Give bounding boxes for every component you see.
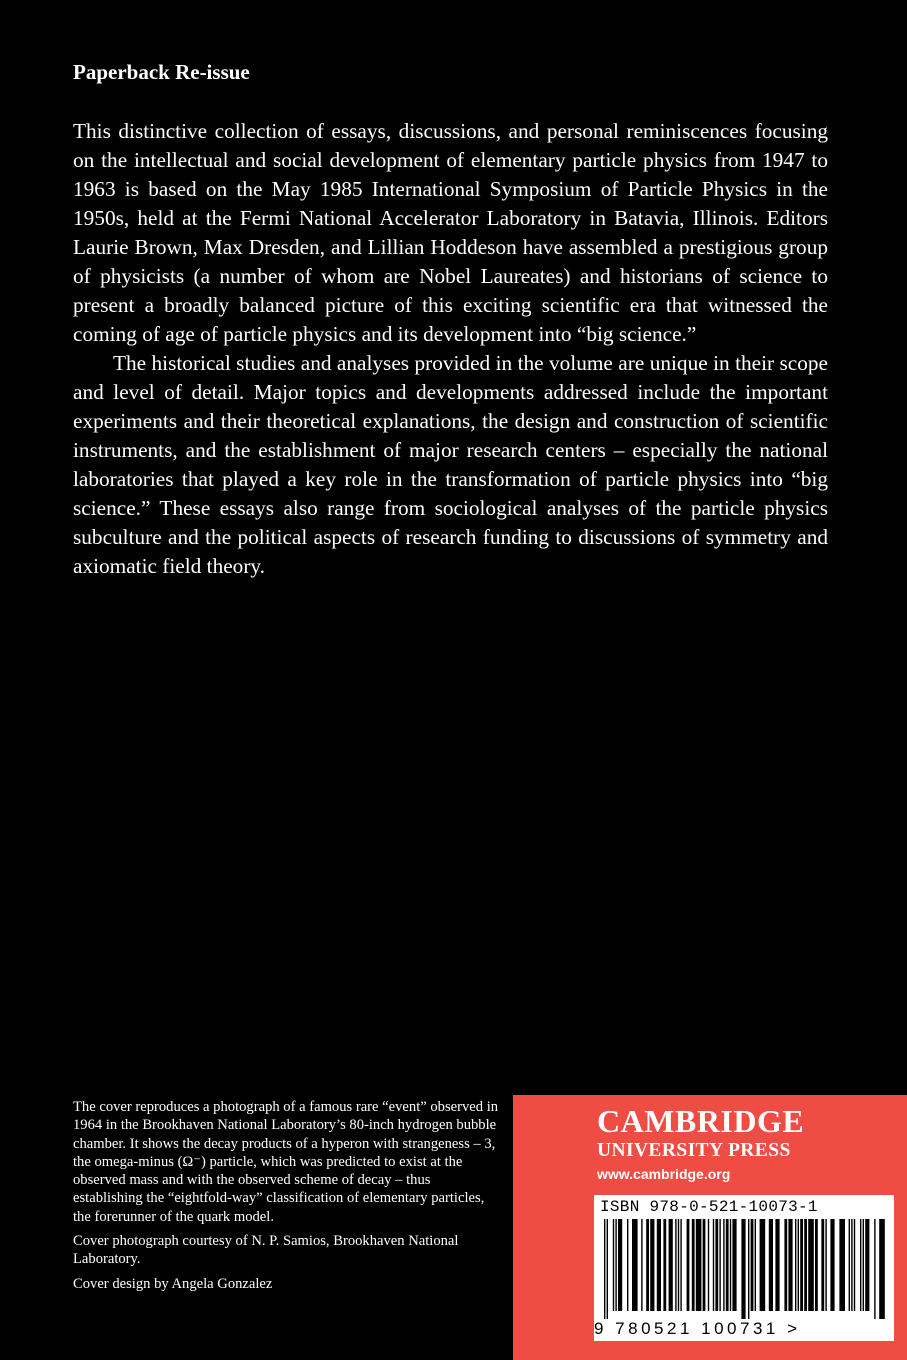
barcode-bar <box>680 1219 681 1311</box>
barcode-bar <box>839 1219 845 1311</box>
publisher-name: CAMBRIDGE <box>597 1103 805 1139</box>
barcode-bar <box>748 1219 749 1319</box>
barcode-bar <box>808 1219 814 1311</box>
barcode-bar <box>696 1219 702 1311</box>
barcode-bar <box>719 1219 720 1311</box>
barcode-bar <box>615 1219 616 1311</box>
barcode-bar <box>800 1219 803 1311</box>
barcode-bar <box>741 1219 745 1319</box>
barcode-bar <box>804 1219 807 1311</box>
barcode-bar <box>860 1219 861 1311</box>
barcode-bar <box>646 1219 649 1311</box>
barcode-bar <box>821 1219 824 1311</box>
barcode-bar <box>715 1219 718 1311</box>
barcode <box>594 1195 894 1341</box>
heading: Paperback Re-issue <box>73 60 250 84</box>
ean-digits: 9 780521 100731 > <box>594 1319 801 1338</box>
barcode-bar <box>675 1219 676 1311</box>
barcode-bar <box>755 1219 756 1311</box>
barcode-bar <box>618 1219 622 1311</box>
barcode-bar <box>687 1219 690 1311</box>
publisher-panel <box>513 1095 907 1360</box>
barcode-bar <box>726 1219 729 1311</box>
barcode-bar <box>874 1219 875 1319</box>
design-credit: Cover design by Angela Gonzalez <box>73 1275 273 1292</box>
cover-caption <box>73 1098 503 1293</box>
barcode-bar <box>865 1219 869 1311</box>
barcode-bar <box>692 1219 695 1311</box>
barcode-bar <box>713 1219 714 1311</box>
barcode-bar <box>730 1219 731 1311</box>
barcode-bar <box>723 1219 724 1311</box>
barcode-bar <box>795 1219 796 1311</box>
barcode-bar <box>657 1219 661 1311</box>
barcode-bar <box>641 1219 642 1311</box>
barcode-bar <box>627 1219 628 1311</box>
barcode-bar <box>703 1219 706 1311</box>
barcode-bar <box>632 1219 638 1311</box>
barcode-bar <box>863 1219 864 1311</box>
description-paragraph: This distinctive collection of essays, discussions, and personal reminiscences focusing on the intellectual and social development of elementary particle physics from 1947 to 1963 is based on the May 1985 International Symposium of Particle Physics in the 1950s, held at the Fermi National Accelerator Laboratory in Batavia, Illinois. Editors Laurie Brown, Max Dresden, and Lillian Hoddeson have assembled a prestigious group of physicists (a number of whom are Nobel Laureates) and historians of science to present a broadly balanced picture of this exciting scientific era that witnessed the coming of age of particle physics and its development into “big science.” <box>73 119 828 346</box>
barcode-bar <box>751 1219 754 1311</box>
barcode-bar <box>788 1219 792 1311</box>
barcode-bar <box>708 1219 709 1311</box>
barcode-bar <box>650 1219 654 1311</box>
barcode-bar <box>815 1219 818 1311</box>
description <box>73 117 828 581</box>
barcode-bar <box>663 1219 666 1311</box>
barcode-bar <box>849 1219 850 1311</box>
isbn-label: ISBN 978-0-521-10073-1 <box>600 1198 818 1216</box>
publisher-url: www.cambridge.org <box>597 1166 731 1182</box>
barcode-bar <box>607 1219 608 1319</box>
description-paragraph: The historical studies and analyses provided in the volume are unique in their scope and level of detail. Major topics and developments addressed include the important experiments and their theoretical explanations, the design and construction of scientific instruments, and the establishment of major research centers – especially the national laboratories that played a key role in the transformation of particle physics into “big science.” These essays also range from sociological analyses of the particle physics subculture and the political aspects of research funding to discussions of symmetry and axiomatic field theory. <box>73 351 828 578</box>
barcode-bar <box>784 1219 787 1311</box>
barcode-bar <box>775 1219 779 1311</box>
barcode-bar <box>830 1219 834 1311</box>
barcode-bar <box>678 1219 679 1311</box>
barcode-bar <box>798 1219 799 1311</box>
photo-credit: Cover photograph courtesy of N. P. Samios, Brookhaven National Laboratory. <box>73 1233 459 1268</box>
barcode-bar <box>604 1219 605 1319</box>
barcode-bar <box>769 1219 773 1311</box>
barcode-bar <box>669 1219 673 1311</box>
barcode-bar <box>732 1219 736 1311</box>
cover-note: The cover reproduces a photograph of a famous rare “event” observed in 1964 in the Brookhaven National Laboratory’s 80-inch hydrogen bubble chamber. It shows the decay products of a hyperon with strangeness – 3, the omega-minus (Ω⁻) particle, which was predicted to exist at the observed mass and with the observed scheme of decay – thus establishing the “eightfold-way” classification of elementary particles, the forerunner of the quark model. <box>73 1099 499 1225</box>
barcode-bars <box>600 1219 888 1319</box>
barcode-bar <box>613 1219 614 1311</box>
barcode-bar <box>854 1219 855 1311</box>
barcode-bar <box>851 1219 852 1311</box>
barcode-bar <box>879 1219 885 1319</box>
barcode-bar <box>825 1219 826 1311</box>
barcode-bar <box>760 1219 766 1311</box>
publisher-press: UNIVERSITY PRESS <box>597 1140 791 1161</box>
